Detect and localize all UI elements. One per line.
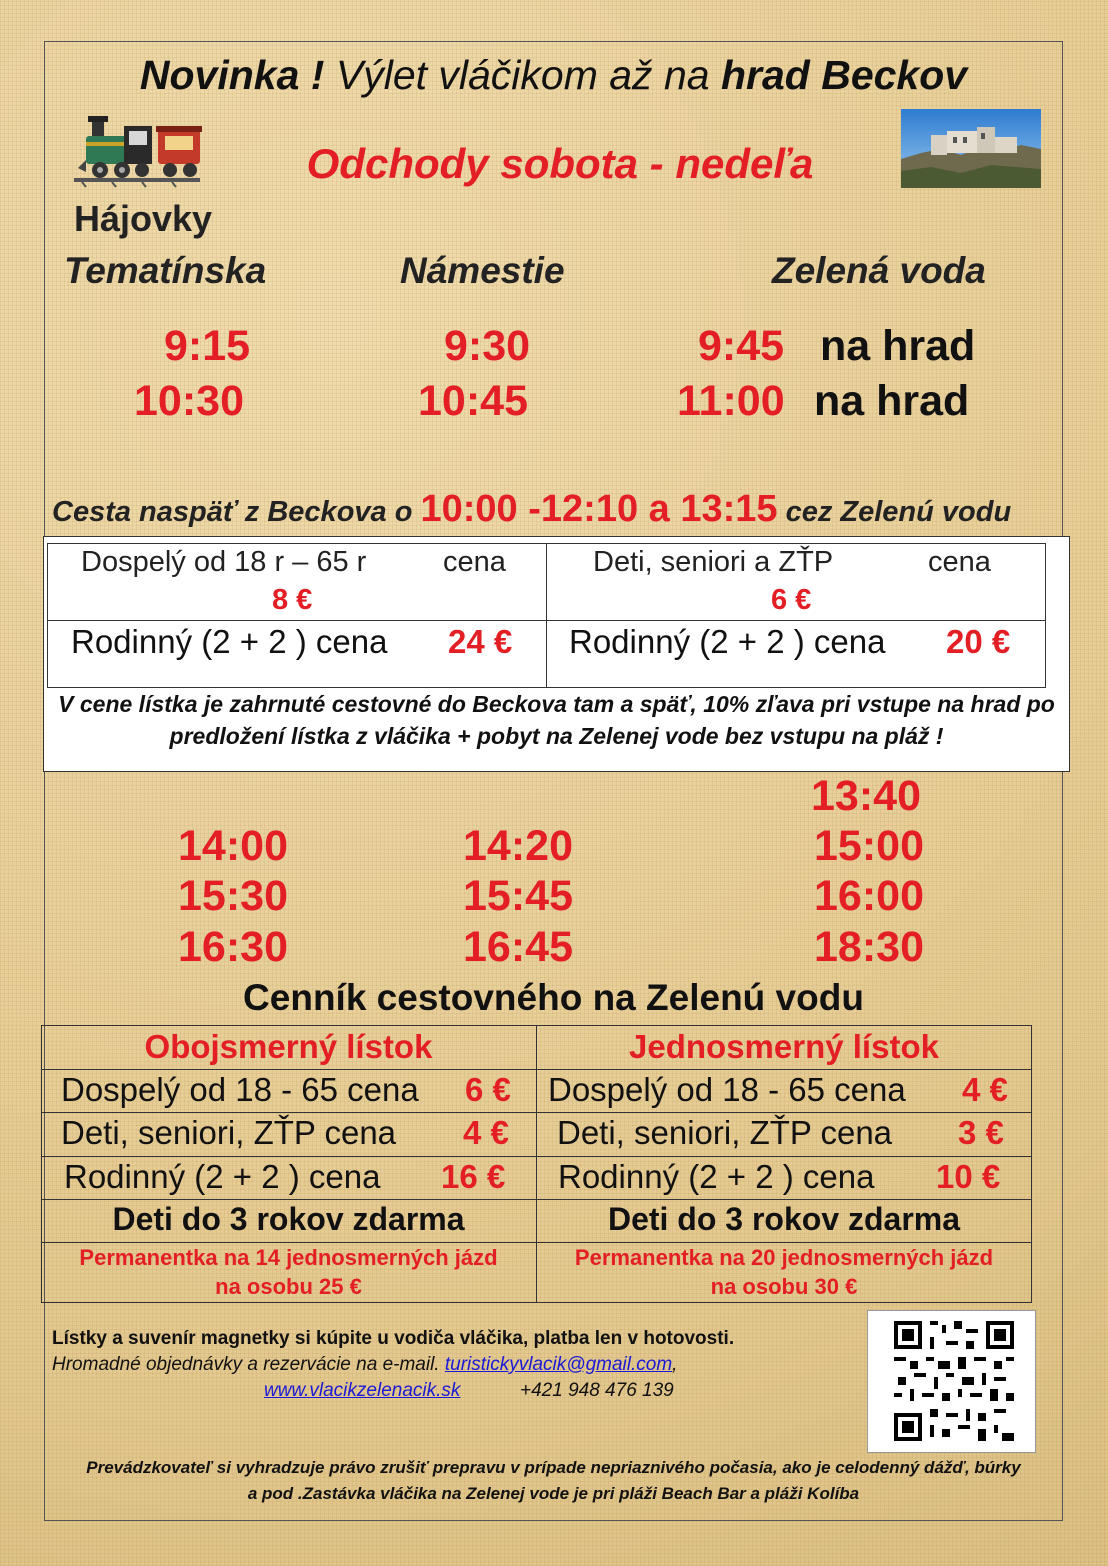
child-label: Deti, seniori a ZŤP: [593, 546, 834, 578]
return-times-line: [52, 488, 1011, 531]
title-vylet: Výlet vláčikom až na: [335, 52, 710, 98]
adult-price: 8 €: [272, 584, 313, 616]
rt-family-label: Rodinný (2 + 2 ) cena: [64, 1158, 381, 1195]
rt-season-pass-line1: Permanentka na 14 jednosmerných jázd: [79, 1245, 498, 1270]
qr-code: [867, 1310, 1036, 1453]
rt-season-pass: [41, 1243, 536, 1301]
rt-family-price: 16 €: [441, 1158, 506, 1195]
note-na-hrad-2: na hrad: [814, 377, 970, 425]
stop-tematinska: Tematínska: [64, 250, 267, 291]
ow-season-pass: [536, 1243, 1032, 1301]
footer-line2: a pod .Zastávka vláčika na Zelenej vode je pri pláži Beach Bar a pláži Kolíba: [247, 1484, 860, 1503]
ow-adult-price: 4 €: [962, 1071, 1008, 1108]
time-namestie-2: 10:45: [418, 377, 528, 425]
return-suffix: cez Zelenú vodu: [785, 496, 1012, 528]
time-namestie-pm-3: 16:45: [463, 923, 573, 971]
footer-note: [44, 1455, 1063, 1507]
website-link[interactable]: [264, 1380, 460, 1402]
subtitle-departures: Odchody sobota - nedeľa: [306, 140, 814, 187]
time-tematinska-1: 9:15: [164, 322, 251, 370]
adult-label: Dospelý od 18 r – 65 r: [81, 546, 367, 578]
castle-photo: [901, 109, 1041, 188]
time-zelena-pm-2: 16:00: [814, 872, 924, 920]
rt-adult-price: 6 €: [465, 1071, 511, 1108]
poster-title: [44, 52, 1063, 99]
time-zelena-pm-3: 18:30: [814, 923, 924, 971]
family-price-1: 24 €: [448, 623, 513, 660]
ow-child-label: Deti, seniori, ZŤP cena: [557, 1114, 893, 1151]
title-hrad: hrad Beckov: [720, 52, 968, 98]
time-zelena-2: 11:00: [677, 377, 785, 425]
phone-number: +421 948 476 139: [520, 1380, 674, 1401]
title-novinka: Novinka !: [139, 52, 325, 98]
child-cena: cena: [928, 546, 991, 578]
time-tematinska-pm-2: 15:30: [178, 872, 288, 920]
child-price: 6 €: [771, 584, 812, 616]
family-label-1: Rodinný (2 + 2 ) cena: [71, 623, 388, 660]
table-divider: [47, 620, 1046, 621]
ow-adult-label: Dospelý od 18 - 65 cena: [548, 1071, 906, 1108]
adult-cena: cena: [443, 546, 506, 578]
stop-namestie: Námestie: [400, 250, 565, 291]
return-prefix: Cesta naspäť z Beckova o: [52, 496, 413, 528]
return-times: 10:00 -12:10 a 13:15: [420, 488, 778, 530]
time-namestie-pm-1: 14:20: [463, 822, 573, 870]
ow-child-price: 3 €: [958, 1114, 1004, 1151]
reservation-info: [52, 1354, 677, 1376]
ow-season-pass-line1: Permanentka na 20 jednosmerných jázd: [574, 1245, 994, 1270]
ow-family-price: 10 €: [936, 1158, 1001, 1195]
time-tematinska-2: 10:30: [134, 377, 244, 425]
castle-ticket-note: V cene lístka je zahrnuté cestovné do Beckova tam a späť, 10% zľava pri vstupe na hrad po predložení lístka z vláčika + pobyt na Zelenej vode bez vstupu na pláž !: [58, 691, 1055, 749]
website-url[interactable]: www.vlacikzelenacik.sk: [264, 1380, 461, 1401]
ow-family-label: Rodinný (2 + 2 ) cena: [558, 1158, 875, 1195]
purchase-info: Lístky a suvenír magnetky si kúpite u vodiča vláčika, platba len v hotovosti.: [52, 1328, 735, 1349]
time-zelena-pm-1: 15:00: [814, 822, 924, 870]
rt-free-kids: Deti do 3 rokov zdarma: [112, 1201, 465, 1237]
ow-season-pass-line2: na osobu 30 €: [710, 1274, 858, 1299]
table-divider: [546, 543, 547, 688]
time-tematinska-pm-3: 16:30: [178, 923, 288, 971]
stop-hajovky: Hájovky: [74, 198, 213, 239]
footer-line1: Prevádzkovateľ si vyhradzuje právo zrušiť prepravu v prípade nepriaznivého počasia, ako je celodenný dážď, búrky: [86, 1458, 1021, 1477]
reservation-prefix: Hromadné objednávky a rezervácie na e-mail.: [52, 1354, 440, 1375]
rt-season-pass-line2: na osobu 25 €: [215, 1274, 362, 1299]
ow-free-kids: Deti do 3 rokov zdarma: [607, 1201, 961, 1237]
price-table-divider: [41, 1069, 1032, 1070]
price-list-title: Cenník cestovného na Zelenú vodu: [243, 977, 864, 1018]
time-tematinska-pm-1: 14:00: [178, 822, 288, 870]
head-one-way: Jednosmerný lístok: [629, 1028, 939, 1065]
time-namestie-pm-2: 15:45: [463, 872, 573, 920]
family-price-2: 20 €: [946, 623, 1011, 660]
time-zelena-1: 9:45: [698, 322, 785, 370]
email-link[interactable]: turistickyvlacik@gmail.com: [444, 1354, 673, 1375]
price-table-divider: [41, 1112, 1032, 1113]
reservation-comma: ,: [672, 1354, 678, 1375]
rt-child-label: Deti, seniori, ZŤP cena: [61, 1114, 397, 1151]
price-table-divider: [41, 1199, 1032, 1200]
qr-code-graphic: [868, 1311, 1035, 1452]
rt-child-price: 4 €: [463, 1114, 509, 1151]
price-table-divider: [41, 1156, 1032, 1157]
note-na-hrad-1: na hrad: [820, 322, 976, 370]
stop-zelena-voda: Zelená voda: [772, 250, 986, 291]
rt-adult-label: Dospelý od 18 - 65 cena: [61, 1071, 419, 1108]
train-icon: [72, 112, 202, 188]
family-label-2: Rodinný (2 + 2 ) cena: [569, 623, 886, 660]
time-namestie-1: 9:30: [444, 322, 531, 370]
head-round-trip: Obojsmerný lístok: [144, 1028, 433, 1065]
time-zelena-extra: 13:40: [811, 772, 921, 820]
